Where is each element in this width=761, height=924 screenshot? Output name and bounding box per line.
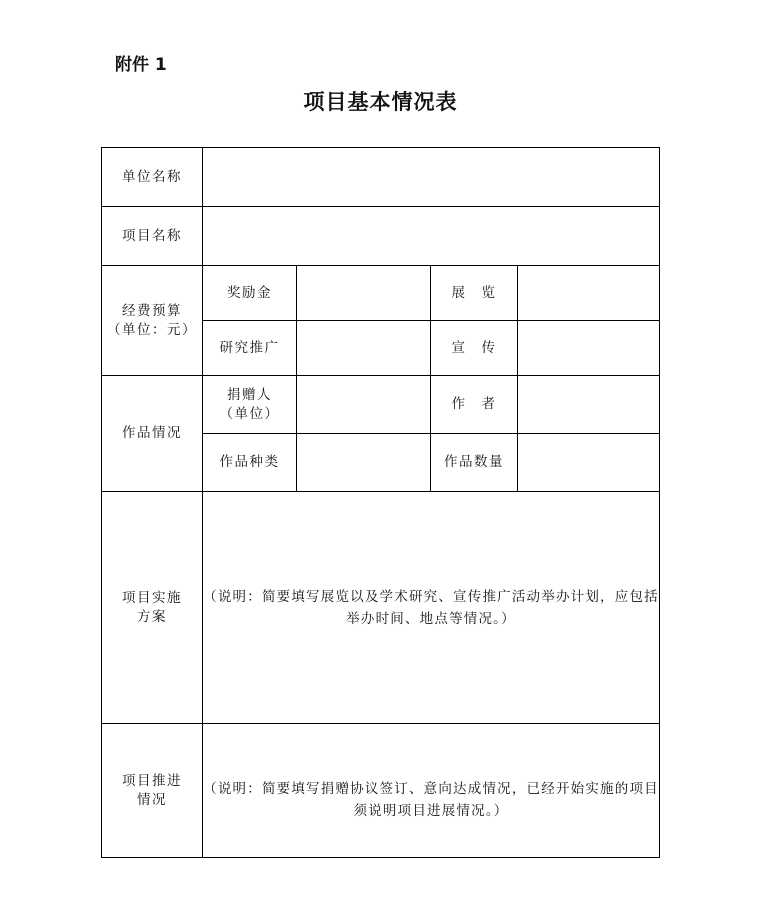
progress-note: （说明：简要填写捐赠协议签订、意向达成情况，已经开始实施的项目须说明项目进展情况。）: [203, 780, 659, 819]
work-count-field[interactable]: [518, 434, 660, 492]
plan-label: 项目实施 方案: [102, 492, 203, 724]
progress-row: [102, 724, 660, 858]
publicity-label: 宣 传: [431, 321, 518, 376]
page-title: 项目基本情况表: [303, 89, 458, 114]
attachment-label: 附件 1: [115, 55, 167, 75]
donor-label: 捐赠人 （单位）: [203, 376, 297, 434]
works-label: 作品情况: [102, 376, 203, 492]
plan-row: [102, 492, 660, 724]
progress-label: 项目推进 情况: [102, 724, 203, 858]
budget-row-1: [102, 266, 660, 321]
donor-field[interactable]: [297, 376, 431, 434]
works-row-1: [102, 376, 660, 434]
project-info-form: [101, 147, 660, 858]
budget-label: 经费预算 （单位：元）: [102, 266, 203, 376]
author-label: 作 者: [431, 376, 518, 434]
project-name-field[interactable]: [203, 207, 660, 266]
research-label: 研究推广: [203, 321, 297, 376]
publicity-field[interactable]: [518, 321, 660, 376]
plan-note: （说明：简要填写展览以及学术研究、宣传推广活动举办计划，应包括举办时间、地点等情况。）: [203, 588, 659, 627]
unit-name-label: 单位名称: [102, 148, 203, 207]
project-name-label: 项目名称: [102, 207, 203, 266]
author-field[interactable]: [518, 376, 660, 434]
exhibition-label: 展 览: [431, 266, 518, 321]
reward-label: 奖励金: [203, 266, 297, 321]
unit-name-row: [102, 148, 660, 207]
work-type-label: 作品种类: [203, 434, 297, 492]
unit-name-field[interactable]: [203, 148, 660, 207]
plan-field[interactable]: [203, 492, 660, 724]
work-type-field[interactable]: [297, 434, 431, 492]
reward-field[interactable]: [297, 266, 431, 321]
progress-field[interactable]: [203, 724, 660, 858]
research-field[interactable]: [297, 321, 431, 376]
work-count-label: 作品数量: [431, 434, 518, 492]
project-name-row: [102, 207, 660, 266]
exhibition-field[interactable]: [518, 266, 660, 321]
